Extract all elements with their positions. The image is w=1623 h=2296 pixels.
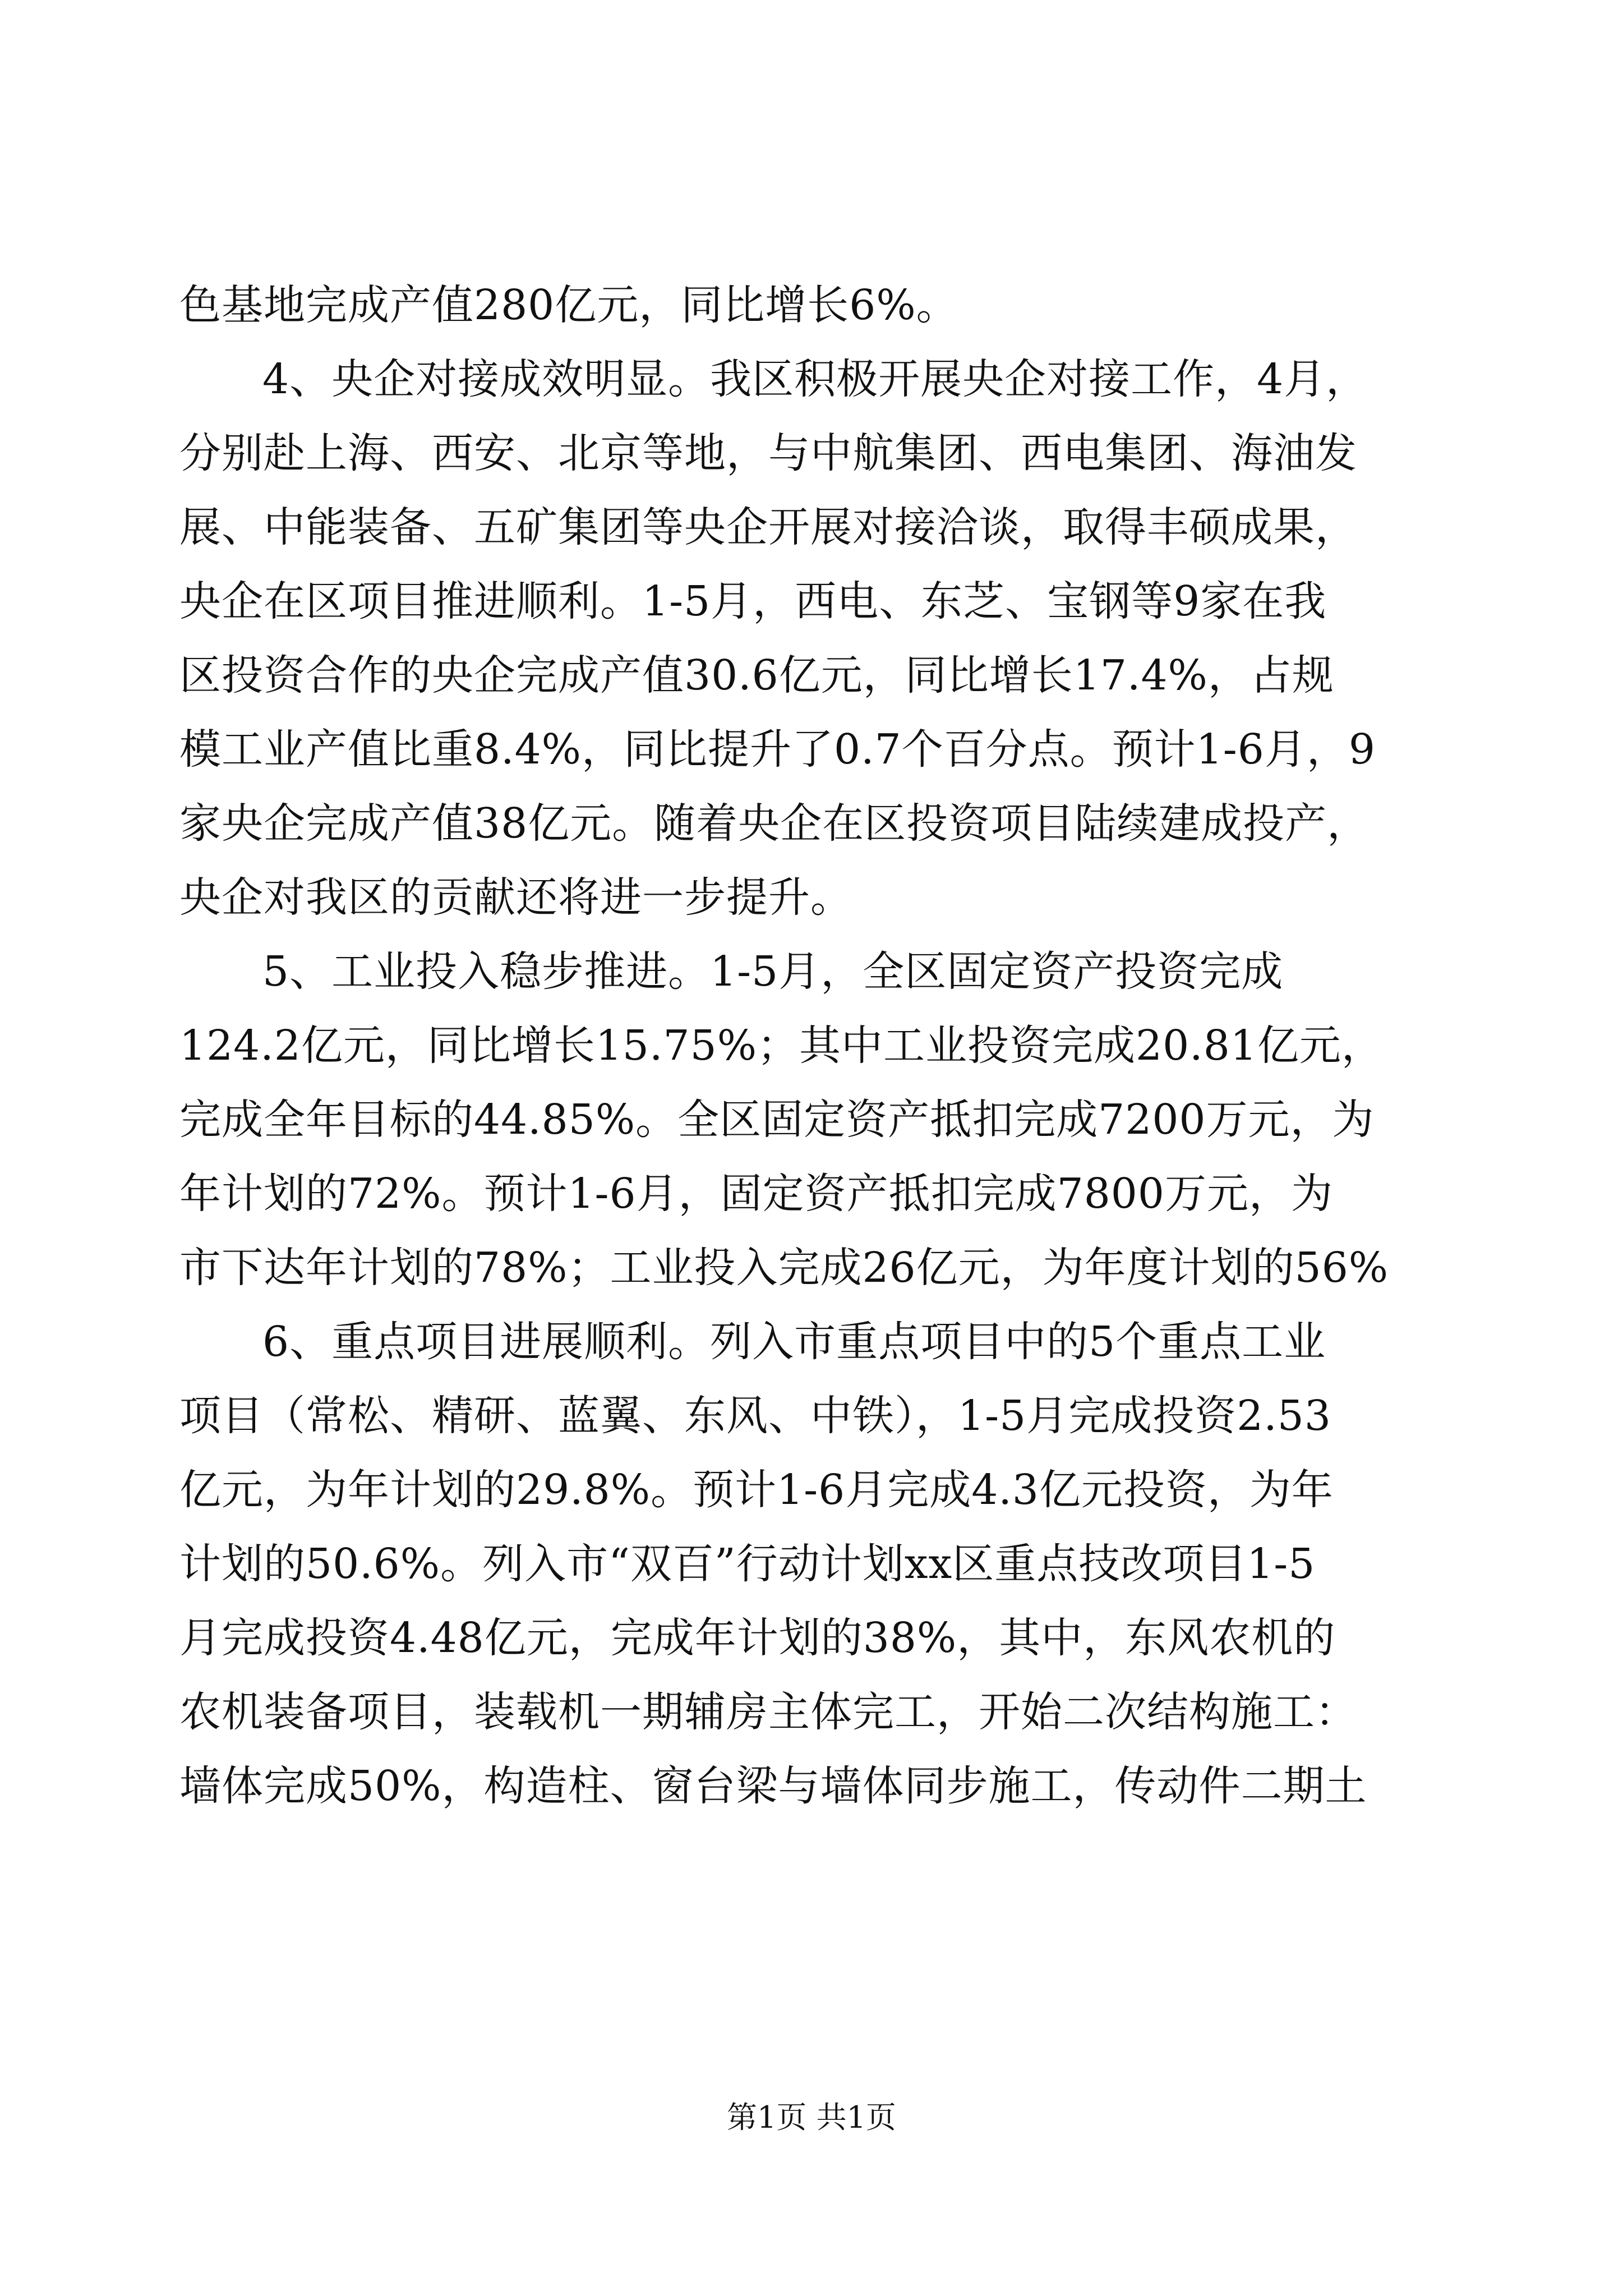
text-line: 央企对我区的贡献还将进一步提升。 — [179, 873, 852, 922]
text-line: 墙体完成50%，构造柱、窗台梁与墙体同步施工，传动件二期土 — [179, 1762, 1367, 1810]
text-line: 农机装备项目，装载机一期辅房主体完工，开始二次结构施工： — [179, 1688, 1357, 1736]
document-body — [179, 268, 1447, 1823]
text-line: 色基地完成产值280亿元，同比增长6%。 — [179, 281, 958, 329]
text-line: 124.2亿元，同比增长15.75%；其中工业投资完成20.81亿元， — [179, 1022, 1384, 1070]
text-line: 展、中能装备、五矿集团等央企开展对接洽谈，取得丰硕成果， — [179, 503, 1357, 551]
text-line: 央企在区项目推进顺利。1-5月，西电、东芝、宝钢等9家在我 — [179, 577, 1327, 625]
text-line: 区投资合作的央企完成产值30.6亿元，同比增长17.4%，占规 — [179, 651, 1334, 700]
text-line: 完成全年目标的44.85%。全区固定资产抵扣完成7200万元，为 — [179, 1096, 1375, 1144]
paragraph-heading-line: 6、重点项目进展顺利。列入市重点项目中的5个重点工业 — [262, 1318, 1326, 1366]
text-line: 年计划的72%。预计1-6月，固定资产抵扣完成7800万元，为 — [179, 1170, 1333, 1218]
text-line: 模工业产值比重8.4%，同比提升了0.7个百分点。预计1-6月，9 — [179, 725, 1376, 774]
text-line: 亿元，为年计划的29.8%。预计1-6月完成4.3亿元投资，为年 — [179, 1466, 1334, 1514]
paragraph-heading-line: 4、央企对接成效明显。我区积极开展央企对接工作，4月， — [262, 355, 1368, 403]
text-line: 家央企完成产值38亿元。随着央企在区投资项目陆续建成投产， — [179, 799, 1370, 848]
page-number-footer: 第1页 共1页 — [727, 2100, 896, 2135]
text-line: 项目（常松、精研、蓝翼、东风、中铁），1-5月完成投资2.53 — [179, 1392, 1331, 1440]
paragraph-heading-line: 5、工业投入稳步推进。1-5月，全区固定资产投资完成 — [262, 947, 1284, 996]
text-line: 计划的50.6%。列入市“双百”行动计划xx区重点技改项目1-5 — [179, 1540, 1316, 1588]
text-line: 市下达年计划的78%；工业投入完成26亿元，为年度计划的56% — [179, 1244, 1389, 1292]
text-line: 分别赴上海、西安、北京等地，与中航集团、西电集团、海油发 — [179, 429, 1357, 477]
text-line: 月完成投资4.48亿元，完成年计划的38%，其中，东风农机的 — [179, 1614, 1336, 1662]
